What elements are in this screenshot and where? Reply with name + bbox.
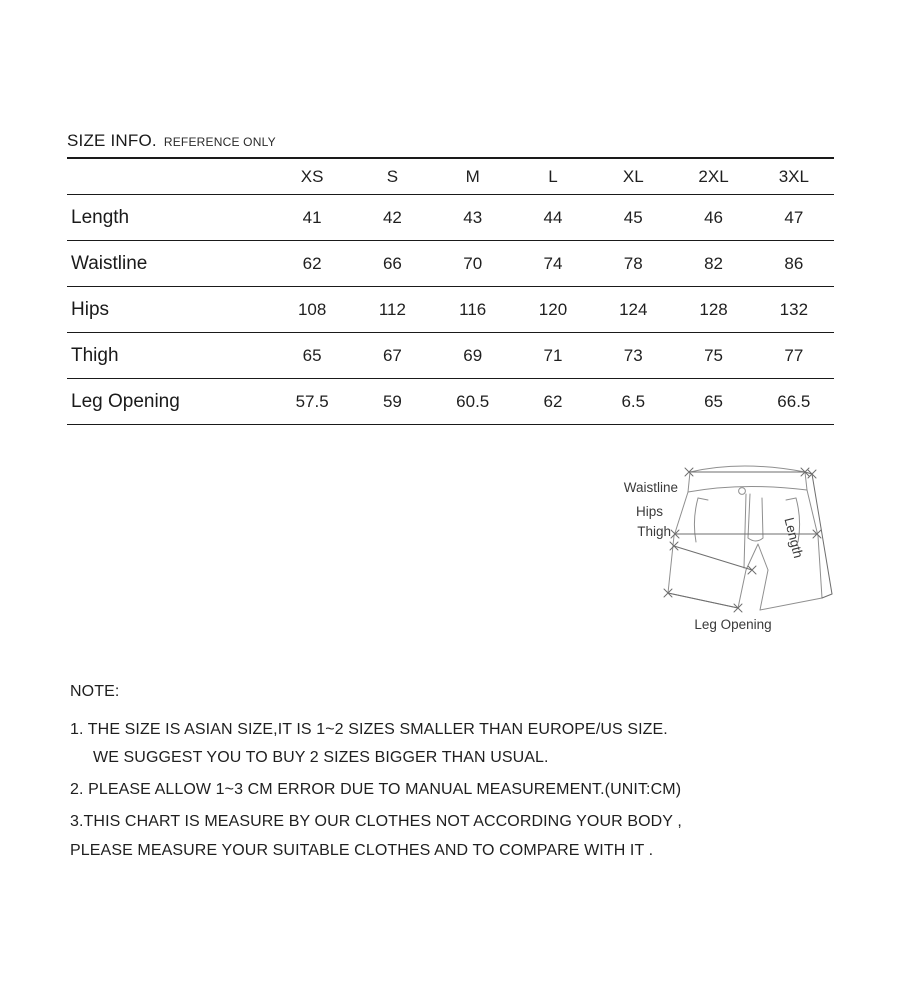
- column-header-s: S: [352, 158, 432, 195]
- note-item-1b: WE SUGGEST YOU TO BUY 2 SIZES BIGGER THAN USUAL.: [93, 749, 549, 766]
- table-row: [67, 379, 834, 425]
- note-item-3b: PLEASE MEASURE YOUR SUITABLE CLOTHES AND TO COMPARE WITH IT .: [70, 842, 654, 859]
- row-label-leg-opening: Leg Opening: [67, 379, 272, 425]
- cell-leg-opening-xs: 57.5: [272, 379, 352, 425]
- cell-length-2xl: 46: [673, 195, 753, 241]
- row-label-length: Length: [67, 195, 272, 241]
- cell-leg-opening-l: 62: [513, 379, 593, 425]
- leg-opening-measure-line: [668, 593, 738, 608]
- cell-waistline-l: 74: [513, 241, 593, 287]
- cell-length-xl: 45: [593, 195, 673, 241]
- column-header-measurement: [67, 158, 272, 195]
- size-table-body: [67, 195, 834, 425]
- cell-hips-2xl: 128: [673, 287, 753, 333]
- diagram-label-thigh: Thigh: [637, 524, 671, 539]
- cell-length-xs: 41: [272, 195, 352, 241]
- cell-thigh-3xl: 77: [754, 333, 834, 379]
- page-title: SIZE INFO.: [67, 131, 157, 150]
- cell-thigh-s: 67: [352, 333, 432, 379]
- cell-leg-opening-3xl: 66.5: [754, 379, 834, 425]
- table-row: [67, 241, 834, 287]
- cell-waistline-xl: 78: [593, 241, 673, 287]
- cell-waistline-m: 70: [433, 241, 513, 287]
- cell-waistline-3xl: 86: [754, 241, 834, 287]
- cell-thigh-2xl: 75: [673, 333, 753, 379]
- cell-thigh-xs: 65: [272, 333, 352, 379]
- size-table: [67, 157, 834, 425]
- column-header-m: M: [433, 158, 513, 195]
- cell-hips-l: 120: [513, 287, 593, 333]
- table-row: [67, 287, 834, 333]
- cell-length-m: 43: [433, 195, 513, 241]
- column-header-2xl: 2XL: [673, 158, 753, 195]
- cell-waistline-xs: 62: [272, 241, 352, 287]
- note-item-1: 1. THE SIZE IS ASIAN SIZE,IT IS 1~2 SIZES SMALLER THAN EUROPE/US SIZE.: [70, 721, 668, 738]
- column-header-3xl: 3XL: [754, 158, 834, 195]
- notes-heading: NOTE:: [70, 683, 120, 700]
- column-header-l: L: [513, 158, 593, 195]
- cell-hips-m: 116: [433, 287, 513, 333]
- page-subtitle: REFERENCE ONLY: [163, 135, 276, 149]
- table-header-row: [67, 158, 834, 195]
- cell-thigh-xl: 73: [593, 333, 673, 379]
- table-row: [67, 333, 834, 379]
- thigh-measure-line: [674, 546, 752, 570]
- column-header-xl: XL: [593, 158, 673, 195]
- cell-leg-opening-2xl: 65: [673, 379, 753, 425]
- cell-length-l: 44: [513, 195, 593, 241]
- notes-section: [70, 683, 860, 860]
- cell-hips-3xl: 132: [754, 287, 834, 333]
- cell-length-3xl: 47: [754, 195, 834, 241]
- cell-length-s: 42: [352, 195, 432, 241]
- diagram-label-hips: Hips: [635, 504, 663, 519]
- cell-waistline-2xl: 82: [673, 241, 753, 287]
- cell-thigh-m: 69: [433, 333, 513, 379]
- cell-hips-xs: 108: [272, 287, 352, 333]
- row-label-thigh: Thigh: [67, 333, 272, 379]
- row-label-hips: Hips: [67, 287, 272, 333]
- cell-leg-opening-s: 59: [352, 379, 432, 425]
- cell-hips-s: 112: [352, 287, 432, 333]
- diagram-label-length: Length: [781, 516, 806, 560]
- cell-waistline-s: 66: [352, 241, 432, 287]
- table-row: [67, 195, 834, 241]
- size-table-header: [67, 158, 834, 195]
- row-label-waistline: Waistline: [67, 241, 272, 287]
- shorts-measurement-diagram: [600, 458, 865, 648]
- note-item-2: 2. PLEASE ALLOW 1~3 CM ERROR DUE TO MANUAL MEASUREMENT.(UNIT:CM): [70, 781, 682, 798]
- cell-leg-opening-m: 60.5: [433, 379, 513, 425]
- column-header-xs: XS: [272, 158, 352, 195]
- cell-thigh-l: 71: [513, 333, 593, 379]
- diagram-label-waistline: Waistline: [623, 480, 678, 495]
- cell-leg-opening-xl: 6.5: [593, 379, 673, 425]
- chart-title-row: [67, 131, 276, 151]
- cell-hips-xl: 124: [593, 287, 673, 333]
- note-item-3: 3.THIS CHART IS MEASURE BY OUR CLOTHES NOT ACCORDING YOUR BODY ,: [70, 813, 682, 830]
- diagram-label-leg-opening: Leg Opening: [694, 617, 772, 632]
